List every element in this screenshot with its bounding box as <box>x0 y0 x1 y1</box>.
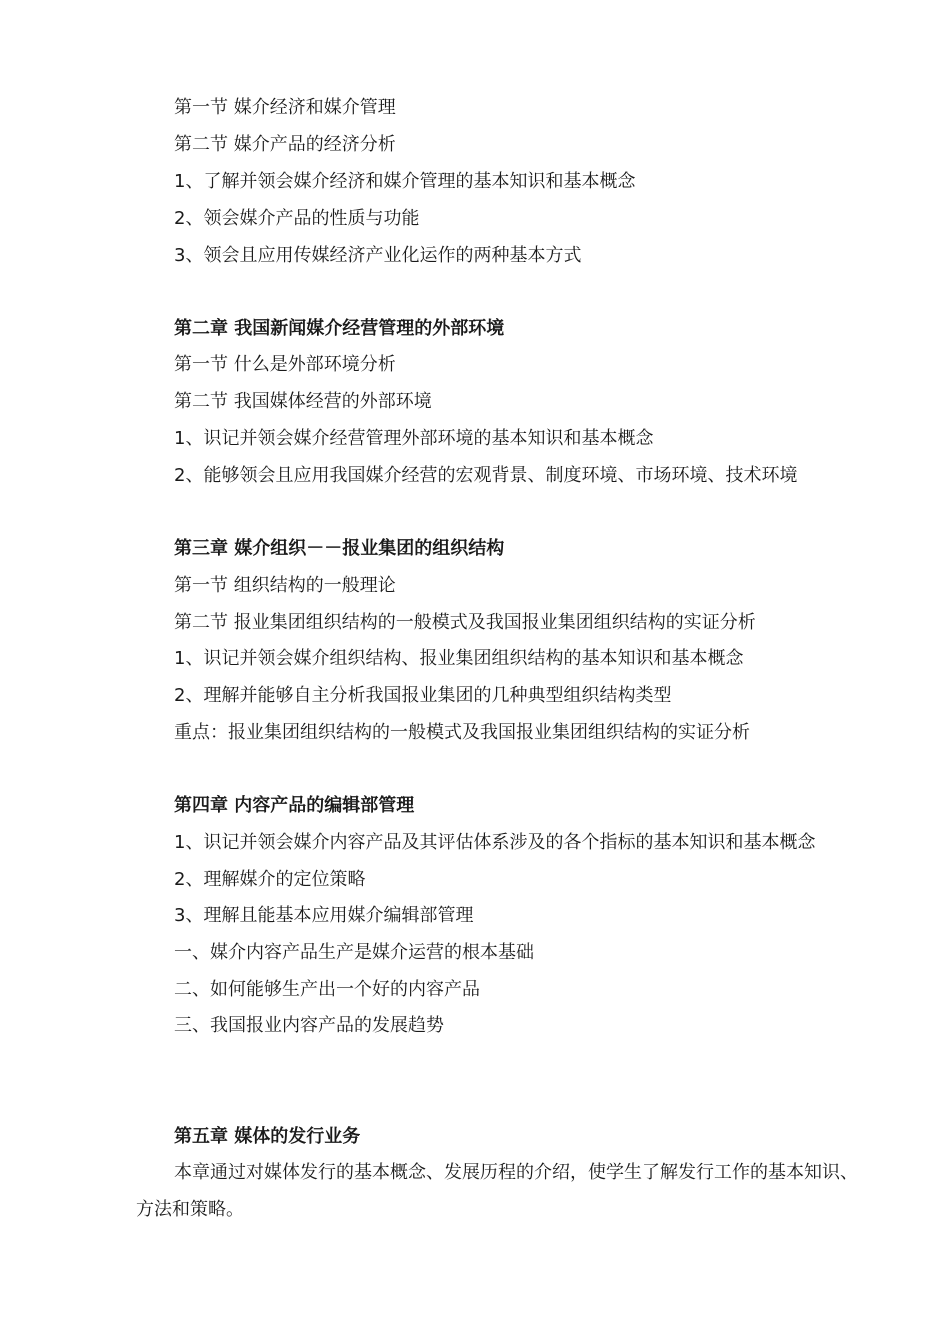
chapter-title: 第四章 内容产品的编辑部管理 <box>174 795 415 816</box>
list-item: 2、领会媒介产品的性质与功能 <box>174 208 420 229</box>
list-item: 一、媒介内容产品生产是媒介运营的根本基础 <box>174 942 534 963</box>
section-heading: 第一节 组织结构的一般理论 <box>174 575 396 596</box>
section-heading: 第一节 什么是外部环境分析 <box>174 354 396 375</box>
chapter-title: 第二章 我国新闻媒介经营管理的外部环境 <box>174 318 505 339</box>
list-item: 1、了解并领会媒介经济和媒介管理的基本知识和基本概念 <box>174 171 636 192</box>
list-item: 1、识记并领会媒介经营管理外部环境的基本知识和基本概念 <box>174 428 654 449</box>
section-heading: 第二节 报业集团组织结构的一般模式及我国报业集团组织结构的实证分析 <box>174 612 756 633</box>
list-item: 2、理解媒介的定位策略 <box>174 869 366 890</box>
list-item: 2、能够领会且应用我国媒介经营的宏观背景、制度环境、市场环境、技术环境 <box>174 465 798 486</box>
chapter-title: 第三章 媒介组织－－报业集团的组织结构 <box>174 538 505 559</box>
section-heading: 第二节 我国媒体经营的外部环境 <box>174 391 432 412</box>
list-item: 3、领会且应用传媒经济产业化运作的两种基本方式 <box>174 245 582 266</box>
list-item: 1、识记并领会媒介组织结构、报业集团组织结构的基本知识和基本概念 <box>174 648 744 669</box>
key-point: 重点：报业集团组织结构的一般模式及我国报业集团组织结构的实证分析 <box>174 722 750 743</box>
chapter-paragraph: 本章通过对媒体发行的基本概念、发展历程的介绍，使学生了解发行工作的基本知识、方法和策略。 <box>136 1162 858 1220</box>
list-item: 3、理解且能基本应用媒介编辑部管理 <box>174 905 474 926</box>
list-item: 二、如何能够生产出一个好的内容产品 <box>174 979 480 1000</box>
list-item: 三、我国报业内容产品的发展趋势 <box>174 1015 444 1036</box>
section-heading: 第二节 媒介产品的经济分析 <box>174 134 396 155</box>
list-item: 1、识记并领会媒介内容产品及其评估体系涉及的各个指标的基本知识和基本概念 <box>174 832 816 853</box>
list-item: 2、理解并能够自主分析我国报业集团的几种典型组织结构类型 <box>174 685 672 706</box>
section-heading: 第一节 媒介经济和媒介管理 <box>174 97 396 118</box>
chapter-title: 第五章 媒体的发行业务 <box>174 1126 361 1147</box>
